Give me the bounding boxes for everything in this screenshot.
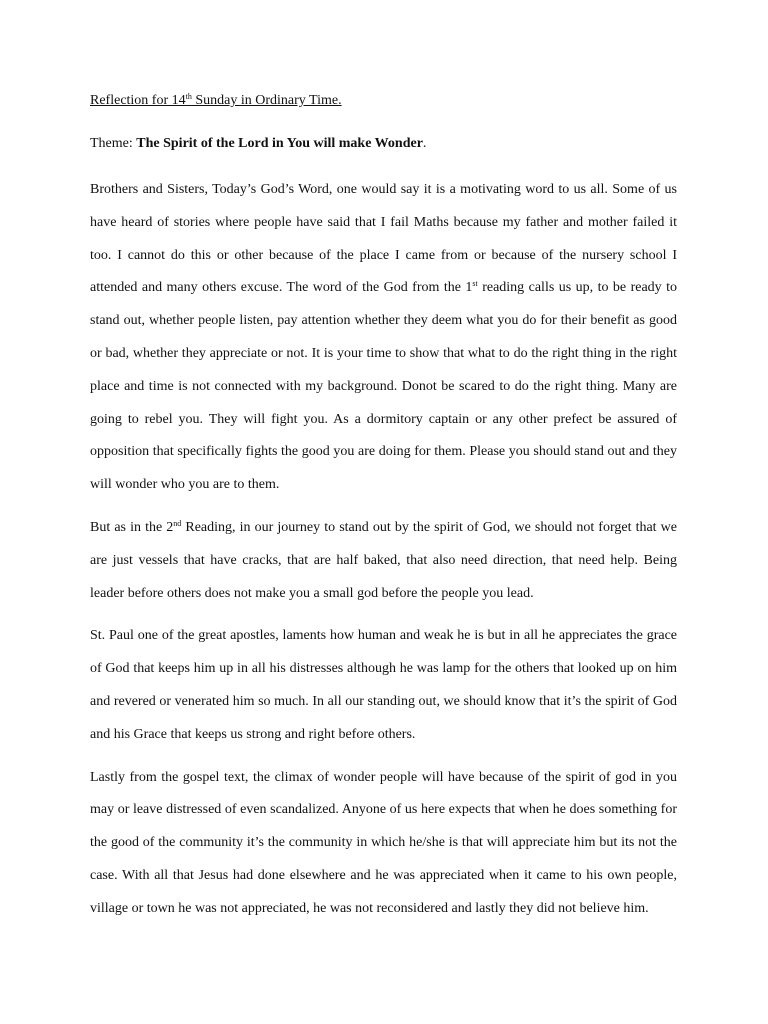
title-text-after: Sunday in Ordinary Time. [191,93,342,108]
theme-line [90,131,677,157]
paragraph-1-superscript: st [472,279,478,289]
theme-label: Theme: [90,136,137,151]
paragraph-2-text-b: Reading, in our journey to stand out by the spirit of God, we should not forget that we are just vessels that have cracks, that are half baked, that also need direction, that need help. Being leader before others does not make you a small god before the people you lead. [90,519,677,601]
document-page [90,88,677,936]
paragraph-2-text-a: But as in the 2 [90,519,174,535]
paragraph-2 [90,512,677,610]
document-title [90,88,677,114]
title-superscript: th [185,92,192,101]
paragraph-4: Lastly from the gospel text, the climax of wonder people will have because of the spirit of god in you may or leave distressed of even scandalized. Anyone of us here expects that when he does something for the good of the community it’s the community in which he/she is that will appreciate him but its not the case. With all that Jesus had done elsewhere and he was appreciated when it came to his own people, village or town he was not appreciated, he was not reconsidered and lastly they did not believe him. [90,769,677,916]
paragraph-1 [90,174,677,502]
paragraph-2-superscript: nd [173,518,182,528]
paragraph-1-text-b: reading calls us up, to be ready to stand out, whether people listen, pay attention whether they deem what you do for their benefit as good or bad, whether they appreciate or not. It is your time to show that what to do the right thing in the right place and time is not connected with my background. Donot be scared to do the right thing. Many are going to rebel you. They will fight you. As a dormitory captain or any other prefect be assured of opposition that specifically fights the good you are doing for them. Please you should stand out and they will wonder who you are to them. [90,280,677,493]
paragraph-3: St. Paul one of the great apostles, laments how human and weak he is but in all he appreciates the grace of God that keeps him up in all his distresses although he was lamp for the others that looked up on him and revered or venerated him so much. In all our standing out, we should know that it’s the spirit of God and his Grace that keeps us strong and right before others. [90,628,677,742]
theme-end: . [422,136,427,151]
paragraph-1-text-a: Brothers and Sisters, Today’s God’s Word, one would say it is a motivating word to us all. Some of us have heard of stories where people have said that I fail Maths because my father and mother failed it too. I cannot do this or other because of the place I came from or because of the nursery school I attended and many others excuse. The word of the God from the 1 [90,182,677,296]
theme-bold-text: The Spirit of the Lord in You will make Wonder [136,136,423,151]
title-text-before: Reflection for 14 [90,93,186,108]
